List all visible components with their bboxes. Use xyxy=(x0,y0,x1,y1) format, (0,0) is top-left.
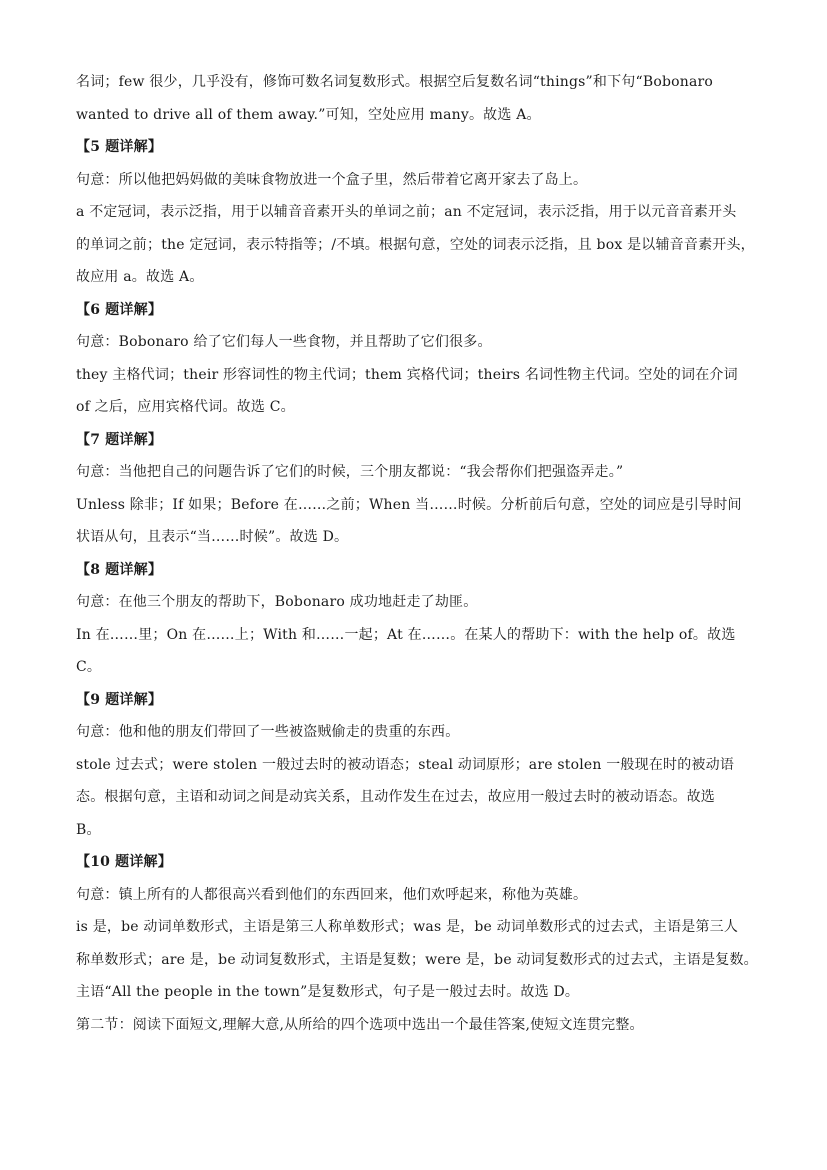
text-line: they 主格代词；their 形容词性的物主代词；them 宾格代词；theirs 名词性物主代词。空处的词在介词 xyxy=(76,366,738,383)
section-heading-q5: 【5 题详解】 xyxy=(76,139,163,155)
text-line: C。 xyxy=(76,659,102,675)
text-line: 句意：所以他把妈妈做的美味食物放进一个盒子里，然后带着它离开家去了岛上。 xyxy=(76,171,588,188)
section-heading-q6: 【6 题详解】 xyxy=(76,301,163,318)
text-line: wanted to drive all of them away.”可知，空处应用 many。故选 A。 xyxy=(76,106,541,123)
text-line: 句意：他和他的朋友们带回了一些被盗贼偷走的贵重的东西。 xyxy=(76,724,460,740)
section-heading-q10: 【10 题详解】 xyxy=(76,854,172,870)
section-heading-q9: 【9 题详解】 xyxy=(76,691,163,708)
text-line: 句意：镇上所有的人都很高兴看到他们的东西回来，他们欢呼起来，称他为英雄。 xyxy=(76,886,588,903)
section-heading-q7: 【7 题详解】 xyxy=(76,431,163,448)
text-line: 的单词之前；the 定冠词，表示特指等；/不填。根据句意，空处的词表示泛指，且 box 是以辅音音素开头， xyxy=(76,236,755,253)
text-line: is 是，be 动词单数形式，主语是第三人称单数形式；was 是，be 动词单数形式的过去式，主语是第三人 xyxy=(76,919,739,935)
text-line: 句意：Bobonaro 给了它们每人一些食物，并且帮助了它们很多。 xyxy=(76,334,492,350)
text-line: a 不定冠词，表示泛指，用于以辅音音素开头的单词之前；an 不定冠词，表示泛指，用于以元音音素开头 xyxy=(76,204,737,220)
text-line: 句意：在他三个朋友的帮助下，Bobonaro 成功地赶走了劫匪。 xyxy=(76,594,478,610)
section-two-instructions: 第二节：阅读下面短文,理解大意,从所给的四个选项中选出一个最佳答案,使短文连贯完整。 xyxy=(76,1016,644,1033)
section-heading-q8: 【8 题详解】 xyxy=(76,561,163,578)
text-line: In 在……里；On 在……上；With 和……一起；At 在……。在某人的帮助下：with the help of。故选 xyxy=(76,626,736,643)
answer-explanation-text xyxy=(76,66,756,1041)
text-line: 主语“All the people in the town”是复数形式，句子是一般过去时。故选 D。 xyxy=(76,984,580,1000)
text-line: of 之后，应用宾格代词。故选 C。 xyxy=(76,399,295,415)
text-line: 称单数形式；are 是，be 动词复数形式，主语是复数；were 是，be 动词复数形式的过去式，主语是复数。 xyxy=(76,951,758,968)
text-line: stole 过去式；were stolen 一般过去时的被动语态；steal 动词原形；are stolen 一般现在时的被动语 xyxy=(76,756,735,773)
text-line: 句意：当他把自己的问题告诉了它们的时候，三个朋友都说：“我会帮你们把强盗弄走。” xyxy=(76,464,624,480)
text-line: 故应用 a。故选 A。 xyxy=(76,269,204,285)
text-line: 状语从句，且表示“当……时候”。故选 D。 xyxy=(76,529,349,545)
text-line: Unless 除非；If 如果；Before 在……之前；When 当……时候。分析前后句意，空处的词应是引导时间 xyxy=(76,496,742,513)
text-line: B。 xyxy=(76,821,101,838)
text-line: 名词；few 很少，几乎没有，修饰可数名词复数形式。根据空后复数名词“things”和下句“Bobonaro xyxy=(76,74,714,90)
text-line: 态。根据句意，主语和动词之间是动宾关系，且动作发生在过去，故应用一般过去时的被动语态。故选 xyxy=(76,789,715,805)
